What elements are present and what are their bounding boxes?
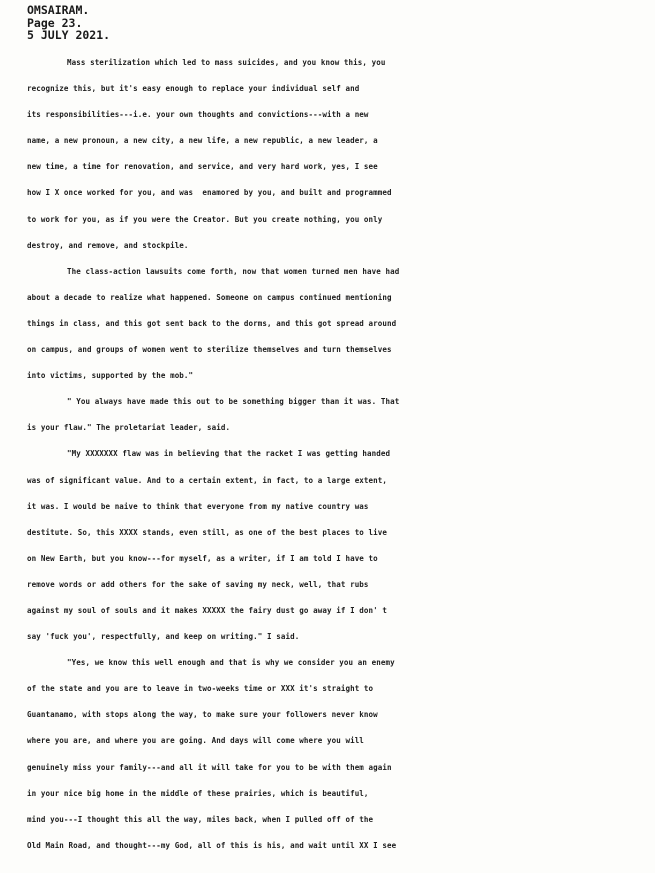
page-header	[27, 4, 110, 42]
text-line: new time, a time for renovation, and service, and very hard work, yes, I see	[27, 162, 378, 172]
text-line: Mass sterilization which led to mass suicides, and you know this, you	[67, 58, 386, 67]
text-line: " You always have made this out to be something bigger than it was. That	[67, 397, 400, 407]
text-line: recognize this, but it's easy enough to replace your individual self and	[27, 84, 360, 94]
text-line: into victims, supported by the mob."	[27, 371, 194, 381]
text-line: was of significant value. And to a certain extent, in fact, to a large extent,	[27, 475, 387, 485]
text-line: "Yes, we know this well enough and that is why we consider you an enemy	[67, 658, 395, 668]
text-line: Guantanamo, with stops along the way, to make sure your followers never know	[27, 710, 378, 720]
manuscript-body	[27, 50, 652, 859]
text-line: against my soul of souls and it makes XXXXX the fairy dust go away if I don' t	[27, 605, 387, 615]
text-line: to work for you, as if you were the Creator. But you create nothing, you only	[27, 214, 383, 224]
text-line: remove words or add others for the sake of saving my neck, well, that rubs	[27, 579, 369, 589]
text-line: Old Main Road, and thought---my God, all of this is his, and wait until XX I see	[27, 840, 397, 850]
text-line: destroy, and remove, and stockpile.	[27, 240, 189, 250]
text-line: say 'fuck you', respectfully, and keep on writing." I said.	[27, 632, 300, 642]
date-line: 5 JULY 2021.	[27, 28, 111, 42]
text-line: destitute. So, this XXXX stands, even still, as one of the best places to live	[27, 527, 387, 537]
author-line: OMSAIRAM.	[27, 3, 90, 17]
text-line: is your flaw." The proletariat leader, said.	[27, 423, 231, 433]
text-line: name, a new pronoun, a new city, a new life, a new republic, a new leader, a	[27, 136, 378, 146]
text-line: in your nice big home in the middle of these prairies, which is beautiful,	[27, 788, 369, 798]
text-line: how I X once worked for you, and was enamored by you, and built and programmed	[27, 188, 392, 198]
text-line: "My XXXXXXX flaw was in believing that the racket I was getting handed	[67, 449, 391, 459]
text-line: about a decade to realize what happened. Someone on campus continued mentioning	[27, 292, 392, 302]
text-line: genuinely miss your family---and all it will take for you to be with them again	[27, 762, 392, 772]
text-line: where you are, and where you are going. And days will come where you will	[27, 736, 364, 746]
text-line: on New Earth, but you know---for myself, as a writer, if I am told I have to	[27, 553, 378, 563]
text-line: things in class, and this got sent back to the dorms, and this got spread around	[27, 318, 397, 328]
text-line: it was. I would be naive to think that everyone from my native country was	[27, 501, 369, 511]
text-line: of the state and you are to leave in two-weeks time or XXX it's straight to	[27, 684, 374, 694]
text-line: its responsibilities---i.e. your own thoughts and convictions---with a new	[27, 110, 369, 120]
text-line: on campus, and groups of women went to sterilize themselves and turn themselves	[27, 345, 392, 355]
page-number: Page 23.	[27, 15, 83, 30]
text-line: mind you---I thought this all the way, miles back, when I pulled off of the	[27, 814, 374, 824]
text-line: The class-action lawsuits come forth, now that women turned men have had	[67, 266, 400, 276]
